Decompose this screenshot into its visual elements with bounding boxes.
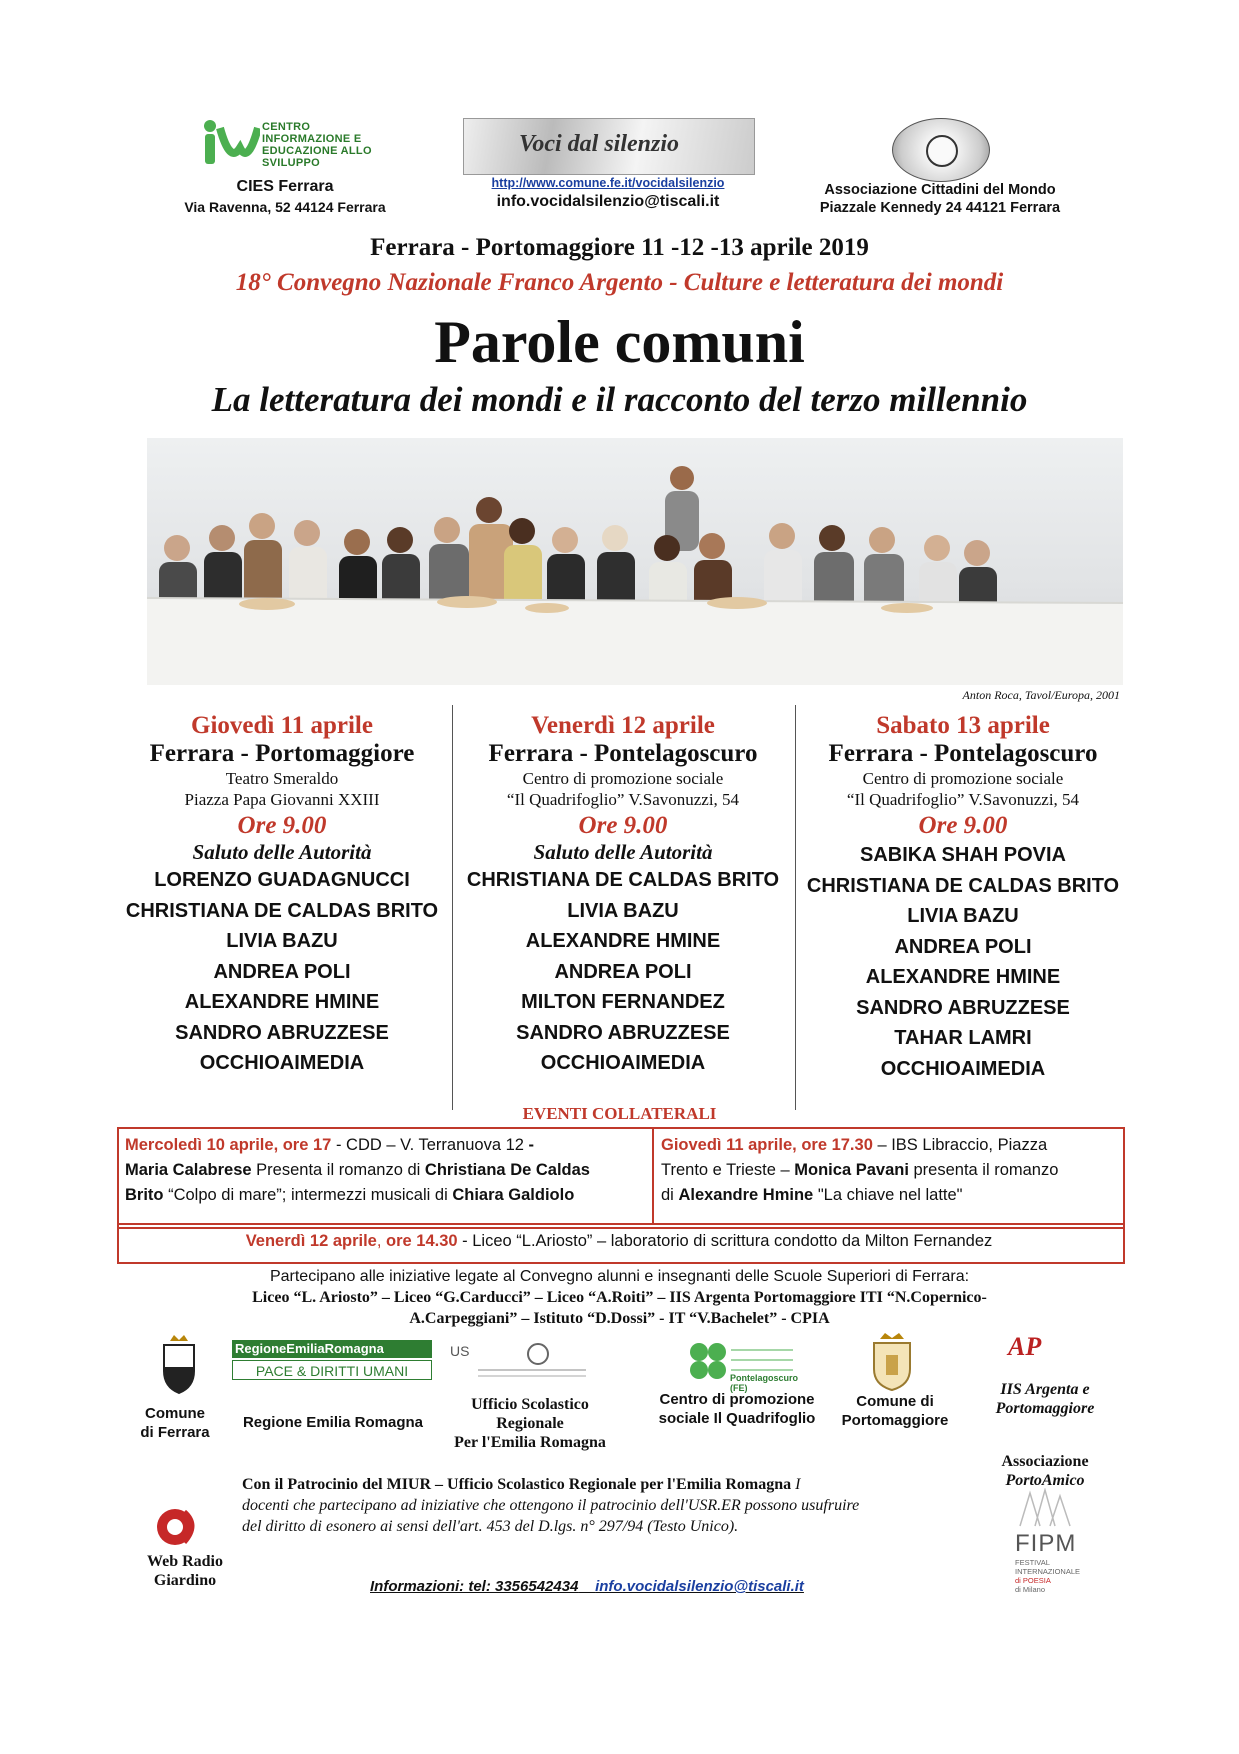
speaker: SANDRO ABRUZZESE [856,996,1070,1019]
speaker: LORENZO GUADAGNUCCI [154,869,410,891]
event-sep: , [376,1232,387,1250]
speaker: ALEXANDRE HMINE [865,966,1061,988]
cies-logo [200,118,410,170]
ferrara-crest-icon [160,1335,198,1395]
regione-label: Regione Emilia Romagna [242,1414,424,1431]
day-greeting: Saluto delle Autorità [192,840,372,864]
collateral-event-3 [117,1229,1121,1254]
day-column-thursday [112,712,452,1079]
quadrifoglio-label: sociale Il Quadrifoglio [658,1410,816,1427]
info-line [370,1578,890,1595]
patrocinio-bold: Con il Patrocinio del MIUR – Ufficio Scolastico Regionale per l'Emilia Romagna [242,1476,792,1493]
iis-logo: AP [1008,1332,1042,1361]
speaker: SABIKA SHAH POVIA [860,844,1066,866]
event-text: “Colpo di mare”; intermezzi musicali di [163,1186,453,1204]
speaker: CHRISTIANA DE CALDAS BRITO [125,899,439,922]
event-presenter: Maria Calabrese [125,1161,252,1179]
page-subtitle: La letteratura dei mondi e il racconto del terzo millennio [211,380,1028,419]
group-photo [147,438,1123,685]
last-supper-photo [147,438,1123,685]
patrocinio-text [242,1474,962,1537]
speaker: ANDREA POLI [213,960,351,983]
quadrifoglio-logo-text: Pontelagoscuro (FE) [730,1373,799,1393]
speaker: ALEXANDRE HMINE [525,930,721,952]
regione-logo [232,1340,432,1384]
comune-ferrara-label: di Ferrara [140,1424,210,1441]
comune-ferrara-label: Comune [145,1405,205,1422]
day-title: Venerdì 12 aprile [531,712,715,739]
event-text: - Liceo “L.Ariosto” – laboratorio di scrittura condotto da Milton Fernandez [457,1232,993,1250]
day-title: Giovedì 11 aprile [191,712,373,739]
event-when: Giovedì 11 aprile, ore 17.30 [661,1136,873,1154]
day-venue: Centro di promozione sociale [862,769,1064,788]
info-email-link[interactable]: info.vocidalsilenzio@tiscali.it [595,1578,804,1595]
event-dash: - [528,1136,535,1154]
schools-list: A.Carpeggiani” – Istituto “D.Dossi” - IT “V.Bachelet” - CPIA [409,1310,830,1327]
day-venue: Piazza Papa Giovanni XXIII [184,790,380,809]
day-title: Sabato 13 aprile [876,712,1050,739]
event-text: presenta il romanzo [908,1161,1059,1179]
portomaggiore-label: Comune di [856,1393,934,1410]
speaker: CHRISTIANA DE CALDAS BRITO [806,874,1120,897]
info-phone: Informazioni: tel: 3356542434 [370,1578,579,1595]
convegno-line: 18° Convegno Nazionale Franco Argento - Culture e letteratura dei mondi [235,269,1004,296]
cies-name: CIES Ferrara [236,178,334,195]
fipm-sub-line: FESTIVAL [1015,1558,1050,1567]
fipm-sub-line: di Milano [1015,1585,1046,1594]
speaker: TAHAR LAMRI [894,1027,1032,1049]
event-where: – IBS Libraccio, Piazza [872,1136,1048,1154]
voci-url-link[interactable]: http://www.comune.fe.it/vocidalsilenzio [491,176,725,190]
speaker: ANDREA POLI [554,960,692,983]
speaker: MILTON FERNANDEZ [521,991,725,1013]
usr-label: Per l'Emilia Romagna [454,1434,606,1451]
event-where: - CDD – V. Terranuova 12 [331,1136,529,1154]
day-place: Ferrara - Portomaggiore [149,740,415,767]
collateral-event-2 [661,1133,1116,1208]
day-venue: Teatro Smeraldo [225,769,339,788]
event-musician: Chiara Galdiolo [452,1186,575,1204]
globe-icon [926,135,958,167]
voci-logo-text: Voci dal silenzio [519,131,680,157]
iis-label: Portomaggiore [995,1400,1095,1417]
speaker: LIVIA BAZU [907,905,1019,927]
portomaggiore-crest-icon [870,1333,914,1391]
event-day: Venerdì 12 aprile [245,1232,377,1250]
speaker: SANDRO ABRUZZESE [516,1021,730,1044]
cies-mark-icon [200,118,260,166]
speaker: OCCHIOAIMEDIA [199,1052,365,1074]
fipm-sub-line: di POESIA [1015,1576,1051,1585]
patrocinio-italic: del diritto di esonero ai sensi dell'art. 453 del D.lgs. n° 297/94 (Testo Unico). [242,1518,739,1535]
portomaggiore-label: Portomaggiore [841,1412,949,1429]
portoamico-label: Associazione [1001,1453,1089,1470]
voci-email: info.vocidalsilenzio@tiscali.it [496,193,720,210]
collateral-divider [652,1127,654,1225]
event-presenter: Monica Pavani [794,1161,909,1179]
cies-logo-line: EDUCAZIONE ALLO [262,145,372,157]
event-author: Brito [125,1186,164,1204]
event-when: Mercoledì 10 aprile, ore 17 [125,1136,332,1154]
day-time: Ore 9.00 [578,812,668,839]
cdm-address: Piazzale Kennedy 24 44121 Ferrara [819,200,1061,216]
event-text: "La chiave nel latte" [813,1186,963,1204]
speaker: ALEXANDRE HMINE [184,991,380,1013]
speaker: LIVIA BAZU [226,930,338,952]
speaker: SANDRO ABRUZZESE [175,1021,389,1044]
web-radio-icon [155,1505,203,1547]
event-where: Trento e Trieste – [661,1161,795,1179]
fipm-sub [1015,1558,1095,1594]
day-time: Ore 9.00 [918,812,1008,839]
fipm-logo: FIPM [1015,1530,1077,1557]
day-time: Ore 9.00 [237,812,327,839]
day-place: Ferrara - Pontelagoscuro [828,740,1098,767]
day-venue: “Il Quadrifoglio” V.Savonuzzi, 54 [506,790,740,809]
usr-label: Regionale [496,1415,564,1432]
day-greeting: Saluto delle Autorità [533,840,713,864]
speaker: ANDREA POLI [894,935,1032,958]
collateral-event-1 [125,1133,649,1208]
photo-credit: Anton Roca, Tavol/Europa, 2001 [962,688,1120,702]
day-venue: Centro di promozione sociale [522,769,724,788]
speaker: CHRISTIANA DE CALDAS BRITO [466,869,780,891]
page-title: Parole comuni [434,309,805,375]
cittadini-del-mondo-logo [892,118,990,182]
iis-label: IIS Argenta e [1000,1381,1090,1398]
regione-logo-sub: PACE & DIRITTI UMANI [232,1360,432,1380]
day-column-saturday [793,712,1133,1084]
schools-list: Liceo “L. Ariosto” – Liceo “G.Carducci” – Liceo “A.Roiti” – IIS Argenta Portomaggiore ITI “N.Copernico- [252,1289,987,1306]
schools-intro: Partecipano alle iniziative legate al Convegno alunni e insegnanti delle Scuole Superiori di Ferrara: [269,1268,970,1285]
event-text: di [661,1186,679,1204]
quadrifoglio-label: Centro di promozione [659,1391,815,1408]
regione-logo-text: RegioneEmiliaRomagna [232,1340,432,1358]
day-venue: “Il Quadrifoglio” V.Savonuzzi, 54 [846,790,1080,809]
fipm-sub-line: INTERNAZIONALE [1015,1567,1081,1576]
speaker: OCCHIOAIMEDIA [880,1057,1046,1080]
cies-address: Via Ravenna, 52 44124 Ferrara [184,199,386,215]
speaker: OCCHIOAIMEDIA [540,1052,706,1074]
patrocinio-italic: docenti che partecipano ad iniziative che ottengono il patrocinio dell'USR.ER possono usufruire [242,1497,860,1514]
speaker: LIVIA BAZU [567,899,679,922]
event-time: ore 14.30 [386,1232,458,1250]
event-author: Christiana De Caldas [424,1161,590,1179]
cies-logo-line: INFORMAZIONE E [262,133,362,145]
event-author: Alexandre Hmine [678,1186,814,1204]
usr-label: Ufficio Scolastico [471,1396,589,1413]
cies-logo-line: SVILUPPO [262,157,321,169]
dates-line: Ferrara - Portomaggiore 11 -12 -13 aprile 2019 [370,234,869,261]
fipm-lines-icon [1015,1488,1075,1528]
webradio-label: Web Radio [146,1553,223,1570]
collateral-heading: EVENTI COLLATERALI [522,1104,717,1123]
usr-emblem-icon [448,1340,588,1386]
patrocinio-italic: I [791,1476,801,1493]
cies-logo-line: CENTRO [262,121,311,133]
voci-dal-silenzio-logo [463,118,755,175]
event-text: Presenta il romanzo di [251,1161,425,1179]
day-column-friday [453,712,793,1079]
cdm-name: Associazione Cittadini del Mondo [824,182,1056,198]
webradio-label: Giardino [153,1572,217,1589]
portoamico-label: PortoAmico [1005,1472,1085,1489]
svg-text:US: US [450,1343,470,1359]
day-place: Ferrara - Pontelagoscuro [488,740,758,767]
